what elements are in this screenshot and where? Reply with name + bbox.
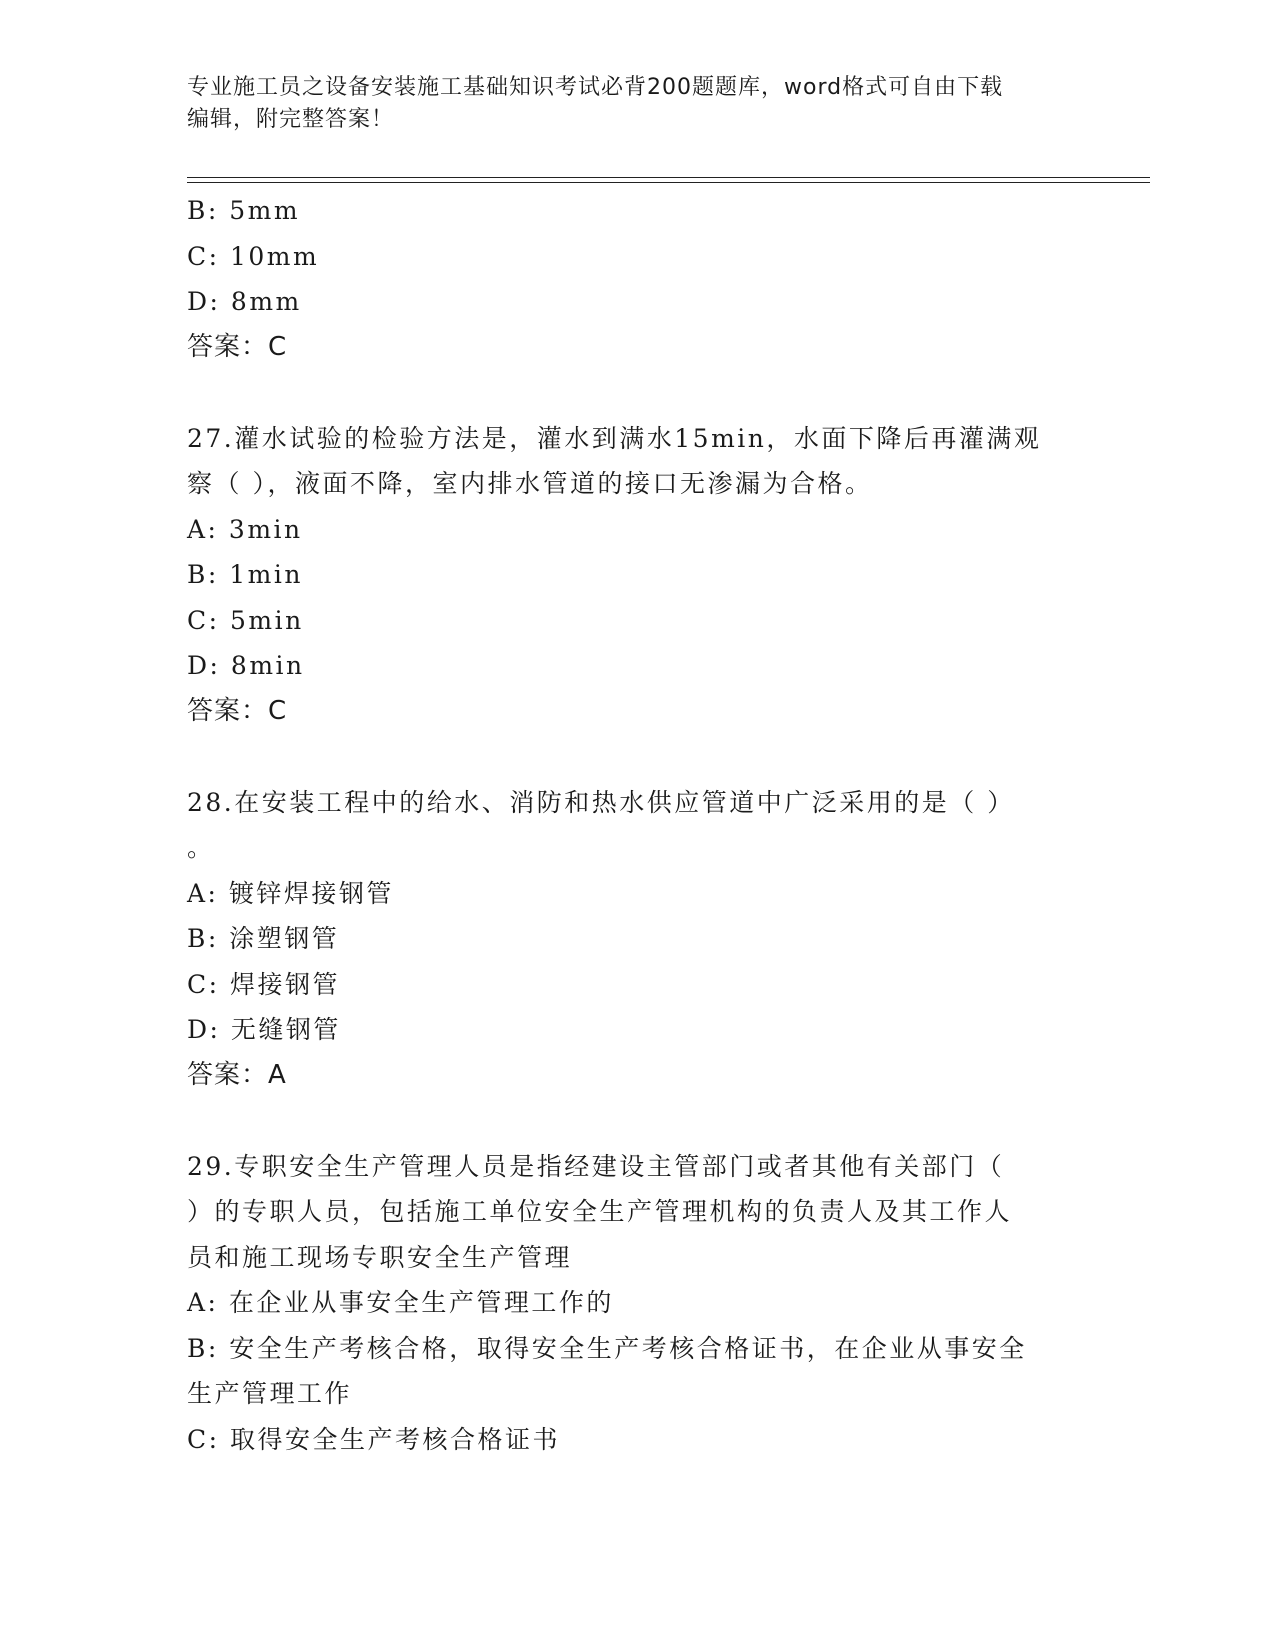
option-c: C: 焊接钢管: [187, 969, 340, 999]
option-d: D: 8min: [187, 651, 305, 680]
question-28: [187, 780, 1067, 1099]
document-header: [187, 72, 1067, 136]
question-text-line: ）的专职人员，包括施工单位安全生产管理机构的负责人及其工作人: [187, 1197, 1013, 1226]
option-d: D: 8mm: [187, 287, 302, 316]
question-text-line: 28.在安装工程中的给水、消防和热水供应管道中广泛采用的是（ ）: [187, 787, 1015, 817]
option-d: D: 无缝钢管: [187, 1015, 341, 1044]
option-c: C: 5min: [187, 605, 304, 635]
option-b-continued: 生产管理工作: [187, 1379, 353, 1408]
option-a: A: 3min: [187, 514, 303, 544]
question-27: [187, 416, 1067, 735]
header-line-2: 编辑，附完整答案！: [187, 107, 395, 132]
option-b: B: 涂塑钢管: [187, 924, 340, 953]
answer: 答案：C: [187, 695, 288, 726]
option-a: A: 在企业从事安全生产管理工作的: [187, 1288, 614, 1317]
header-divider-top: [187, 177, 1150, 178]
answer: 答案：C: [187, 331, 288, 362]
option-c: C: 取得安全生产考核合格证书: [187, 1424, 560, 1454]
question-fragment: [187, 188, 1067, 370]
answer: 答案：A: [187, 1059, 287, 1090]
header-line-1: 专业施工员之设备安装施工基础知识考试必背200题题库，word格式可自由下载: [187, 75, 1004, 100]
option-b: B: 1min: [187, 560, 303, 589]
option-a: A: 镀锌焊接钢管: [187, 878, 394, 908]
question-text-line: 27.灌水试验的检验方法是，灌水到满水15min，水面下降后再灌满观: [187, 423, 1042, 453]
question-29: [187, 1144, 1067, 1463]
question-list: [187, 188, 1067, 1462]
option-b: B: 5mm: [187, 196, 301, 225]
option-b: B: 安全生产考核合格，取得安全生产考核合格证书，在企业从事安全: [187, 1333, 1027, 1363]
header-divider-bottom: [187, 182, 1150, 183]
question-text-line: 29.专职安全生产管理人员是指经建设主管部门或者其他有关部门（: [187, 1151, 1005, 1181]
question-text-line: 员和施工现场专职安全生产管理: [187, 1242, 573, 1272]
question-text-line: 察（ ），液面不降，室内排水管道的接口无渗漏为合格。: [187, 469, 873, 498]
option-c: C: 10mm: [187, 241, 320, 271]
question-text-line: 。: [187, 833, 215, 862]
